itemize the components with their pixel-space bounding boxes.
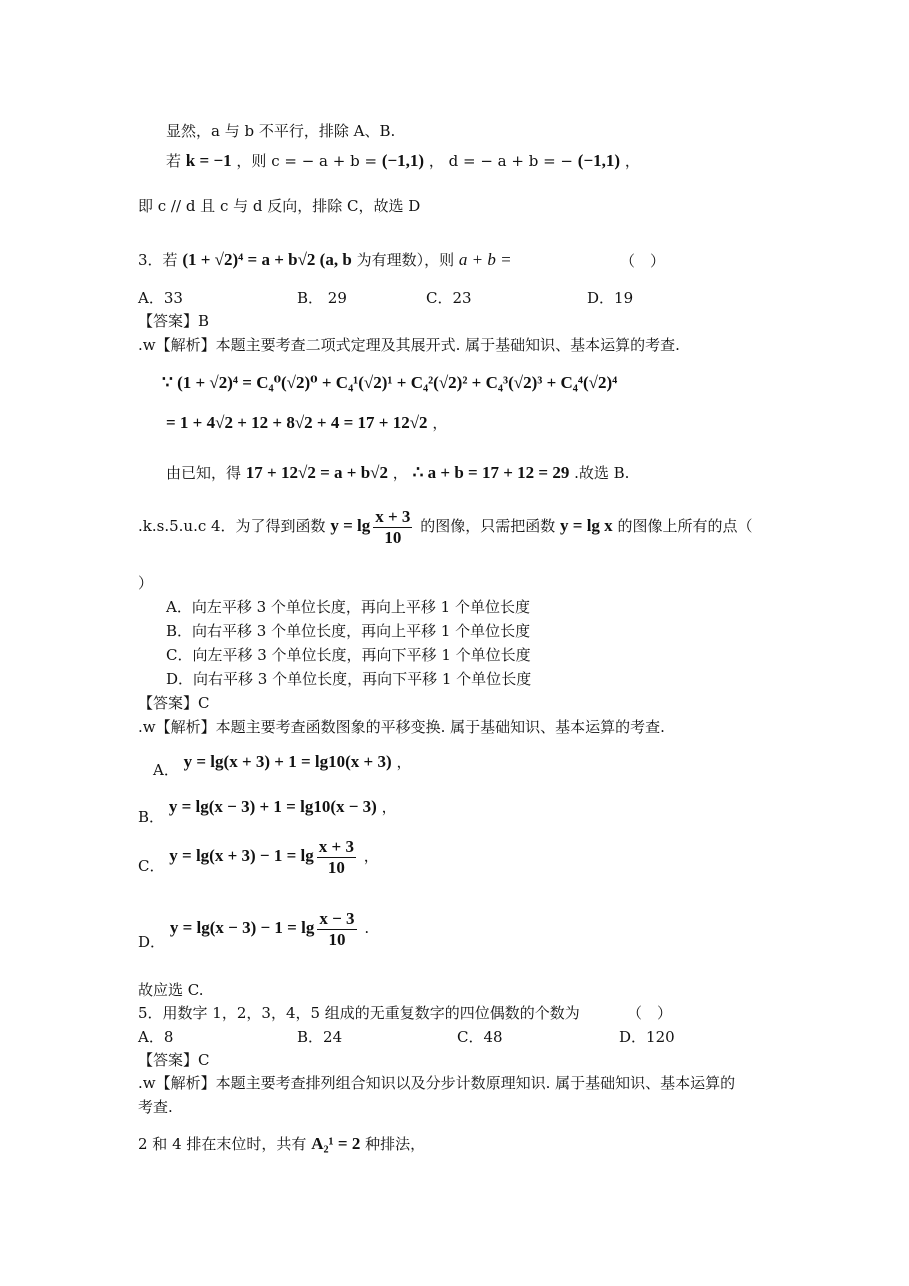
math-expression: y = lg: [330, 516, 371, 535]
math-line: [166, 458, 629, 488]
text-fragment: ，: [432, 414, 448, 432]
explanation: .w【解析】本题主要考查函数图象的平移变换. 属于基础知识、基本运算的考查.: [138, 718, 665, 736]
answer-label: 【答案】C: [138, 694, 210, 712]
option-d: D．120: [619, 1028, 675, 1046]
fraction-numerator: x + 3: [375, 506, 411, 526]
math-expansion: ∵ (1 + √2)⁴ = C₄⁰(√2)⁰ + C₄¹(√2)¹ + C₄²(√2)² + C₄³(√2)³ + C₄⁴(√2)⁴: [162, 373, 618, 392]
text-line: ）: [138, 574, 154, 592]
text-fragment: 3．若: [138, 251, 178, 269]
option-label: C．: [138, 857, 165, 875]
text-fragment: 的图像上所有的点（: [617, 517, 753, 535]
question-4: [138, 504, 752, 548]
option-a: A．向左平移 3 个单位长度，再向上平移 1 个单位长度: [166, 598, 530, 616]
option-c: C．向左平移 3 个单位长度，再向下平移 1 个单位长度: [166, 646, 531, 664]
option-b: B．向右平移 3 个单位长度，再向上平移 1 个单位长度: [166, 622, 531, 640]
explanation: .w【解析】本题主要考查二项式定理及其展开式. 属于基础知识、基本运算的考查.: [138, 336, 680, 354]
math-expression: 17 + 12√2 = a + b√2: [245, 463, 388, 482]
text-line: 即 c // d 且 c 与 d 反向，排除 C，故选 D: [138, 197, 421, 215]
answer-paren: （ ）: [627, 1004, 673, 1022]
text-fragment: 种排法，: [365, 1135, 426, 1153]
text-line: 显然，a 与 b 不平行，排除 A、B.: [166, 122, 396, 140]
math-expression: A₂¹ = 2: [311, 1134, 361, 1153]
math-expression: k = −1: [185, 151, 232, 170]
solution-c: [138, 834, 379, 878]
solution-b: [138, 790, 397, 824]
question-5: 5．用数字 1，2，3，4，5 组成的无重复数字的四位偶数的个数为: [138, 1004, 580, 1022]
math-expression: a + b =: [458, 250, 512, 269]
fraction: [317, 837, 356, 878]
conclusion: 故应选 C.: [138, 981, 204, 999]
fraction-denominator: 10: [327, 857, 345, 877]
explanation: .w【解析】本题主要考查排列组合知识以及分步计数原理知识. 属于基础知识、基本运算的: [138, 1074, 736, 1092]
text-fragment: ，则 c = − a + b =: [236, 152, 378, 170]
answer-label: 【答案】B: [138, 312, 210, 330]
answer-paren: （ ）: [620, 252, 666, 270]
fraction-numerator: x + 3: [318, 836, 354, 856]
option-a: A．8: [138, 1028, 174, 1046]
math-expression: y = lg(x − 3) + 1 = lg10(x − 3): [168, 797, 377, 816]
text-fragment: 2 和 4 排在末位时，共有: [138, 1135, 307, 1153]
text-fragment: .k.s.5.u.c 4．为了得到函数: [138, 517, 326, 535]
option-a: A．33: [138, 289, 183, 307]
fraction-numerator: x − 3: [319, 908, 355, 928]
option-label: B．: [138, 808, 165, 826]
math-expression: y = lg x: [560, 516, 613, 535]
text-fragment: ， d = − a + b = −: [428, 152, 573, 170]
solution-d: [138, 906, 369, 950]
text-line: [138, 1129, 425, 1159]
text-fragment: ，: [396, 753, 412, 771]
text-fragment: 为有理数），则: [356, 251, 455, 269]
text-line: [166, 150, 640, 172]
text-fragment: ，: [381, 798, 397, 816]
text-fragment: .故选 B.: [574, 464, 630, 482]
fraction: [317, 909, 356, 950]
option-label: A．: [153, 761, 179, 779]
fraction-denominator: 10: [328, 929, 346, 949]
explanation-continued: 考查.: [138, 1098, 173, 1116]
math-expression: y = lg(x + 3) + 1 = lg10(x + 3): [183, 752, 392, 771]
text-fragment: 由已知，得: [166, 464, 242, 482]
answer-label: 【答案】C: [138, 1051, 210, 1069]
option-label: D．: [138, 933, 166, 951]
fraction-denominator: 10: [384, 527, 402, 547]
math-expression: (−1,1): [381, 151, 425, 170]
solution-a: [153, 745, 411, 779]
option-b: B． 29: [297, 289, 347, 307]
math-expression: = 1 + 4√2 + 12 + 8√2 + 4 = 17 + 12√2: [166, 413, 428, 432]
math-expression: y = lg(x − 3) − 1 = lg: [169, 918, 315, 937]
text-fragment: ，: [363, 847, 379, 865]
math-expression: (1 + √2)⁴ = a + b√2 (a, b: [182, 250, 352, 269]
text-fragment: .: [364, 919, 370, 937]
option-d: D．19: [587, 289, 634, 307]
text-fragment: 若: [166, 152, 182, 170]
text-fragment: 的图像，只需把函数: [420, 517, 556, 535]
math-expression: (−1,1): [577, 151, 621, 170]
math-expression: y = lg(x + 3) − 1 = lg: [169, 846, 314, 865]
question-3: [138, 249, 512, 271]
option-d: D．向右平移 3 个单位长度，再向下平移 1 个单位长度: [166, 670, 532, 688]
option-c: C．48: [457, 1028, 503, 1046]
option-b: B．24: [297, 1028, 343, 1046]
fraction: [373, 507, 412, 548]
math-line: [166, 408, 447, 438]
math-expression: ∴ a + b = 17 + 12 = 29: [412, 463, 570, 482]
option-c: C．23: [426, 289, 472, 307]
text-fragment: ，: [624, 152, 640, 170]
text-fragment: ，: [392, 464, 408, 482]
